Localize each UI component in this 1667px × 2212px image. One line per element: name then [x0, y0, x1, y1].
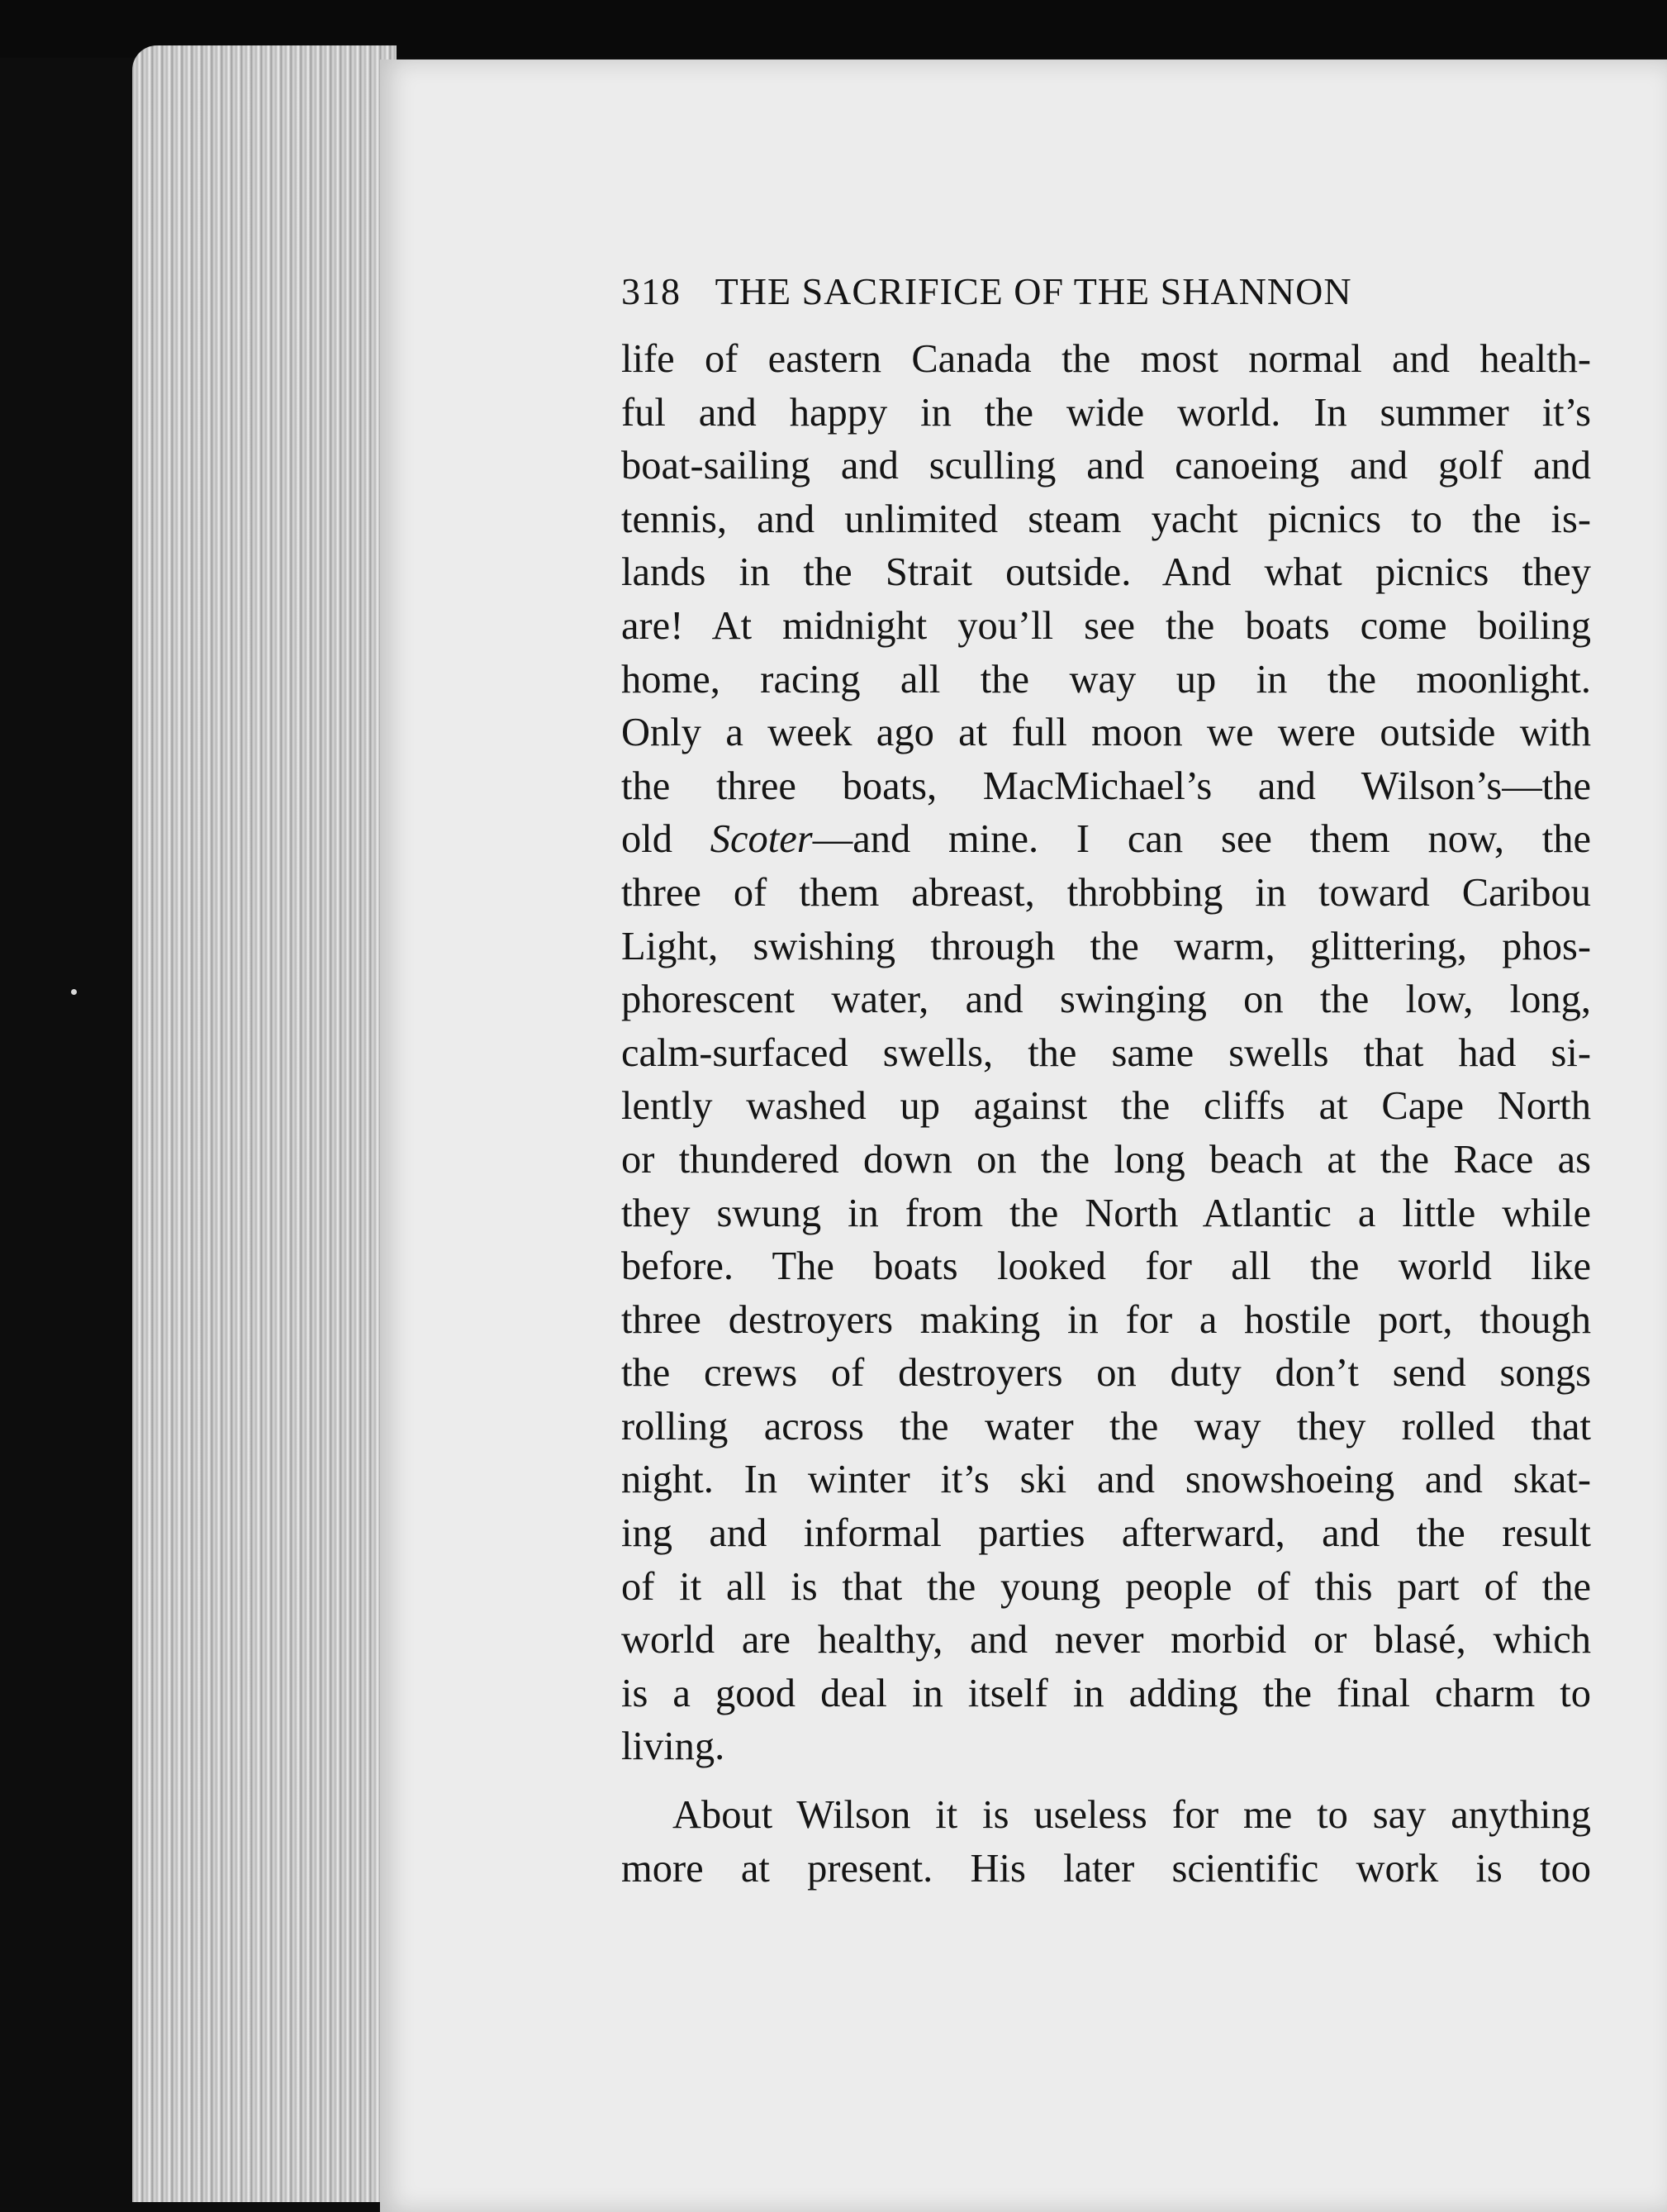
dust-speck — [71, 989, 77, 995]
text-line: home, racing all the way up in the moonlight. — [621, 657, 1591, 702]
text-run: —and mine. I can see them now, the — [812, 817, 1591, 862]
text-line: ful and happy in the wide world. In summer it’s — [621, 390, 1591, 435]
text-line-with-italic — [621, 813, 1591, 867]
text-line: living. — [621, 1724, 725, 1769]
text-line: they swung in from the North Atlantic a little while — [621, 1191, 1591, 1235]
page-number: 318 — [621, 270, 681, 312]
running-title: THE SACRIFICE OF THE SHANNON — [715, 270, 1352, 312]
text-line: lands in the Strait outside. And what picnics they — [621, 550, 1591, 595]
running-head — [621, 269, 1612, 313]
text-line: the crews of destroyers on duty don’t send songs — [621, 1351, 1591, 1396]
text-line: ing and informal parties afterward, and the result — [621, 1511, 1591, 1556]
text-line: calm-surfaced swells, the same swells that had si- — [621, 1030, 1591, 1075]
text-line: of it all is that the young people of this part of the — [621, 1564, 1591, 1609]
text-line: lently washed up against the cliffs at Cape North — [621, 1084, 1591, 1129]
text-line: About Wilson it is useless for me to say anything — [672, 1793, 1591, 1838]
text-line: life of eastern Canada the most normal and health- — [621, 337, 1591, 381]
text-line: boat-sailing and sculling and canoeing and golf and — [621, 444, 1591, 488]
text-line: Light, swishing through the warm, glittering, phos- — [621, 924, 1591, 968]
text-run: old — [621, 817, 710, 862]
text-line: or thundered down on the long beach at the Race as — [621, 1137, 1591, 1182]
italic-boat-name: Scoter — [710, 817, 813, 862]
text-line: three destroyers making in for a hostile port, though — [621, 1297, 1591, 1342]
text-line: night. In winter it’s ski and snowshoeing and skat- — [621, 1458, 1591, 1502]
page-edge-stack — [132, 45, 397, 2202]
body-text — [621, 333, 1591, 1896]
text-line: tennis, and unlimited steam yacht picnics to the is- — [621, 497, 1591, 541]
text-line: is a good deal in itself in adding the final charm to — [621, 1671, 1591, 1715]
text-line: are! At midnight you’ll see the boats come boiling — [621, 603, 1591, 648]
text-line: world are healthy, and never morbid or blasé, which — [621, 1618, 1591, 1663]
text-line: rolling across the water the way they rolled that — [621, 1404, 1591, 1449]
text-line: more at present. His later scientific work is too — [621, 1846, 1591, 1891]
text-line: phorescent water, and swinging on the low, long, — [621, 978, 1591, 1022]
text-line: the three boats, MacMichael’s and Wilson’s—the — [621, 763, 1591, 808]
text-line: three of them abreast, throbbing in toward Caribou — [621, 870, 1591, 915]
text-line: Only a week ago at full moon we were outside with — [621, 711, 1591, 755]
text-line: before. The boats looked for all the world like — [621, 1244, 1591, 1289]
